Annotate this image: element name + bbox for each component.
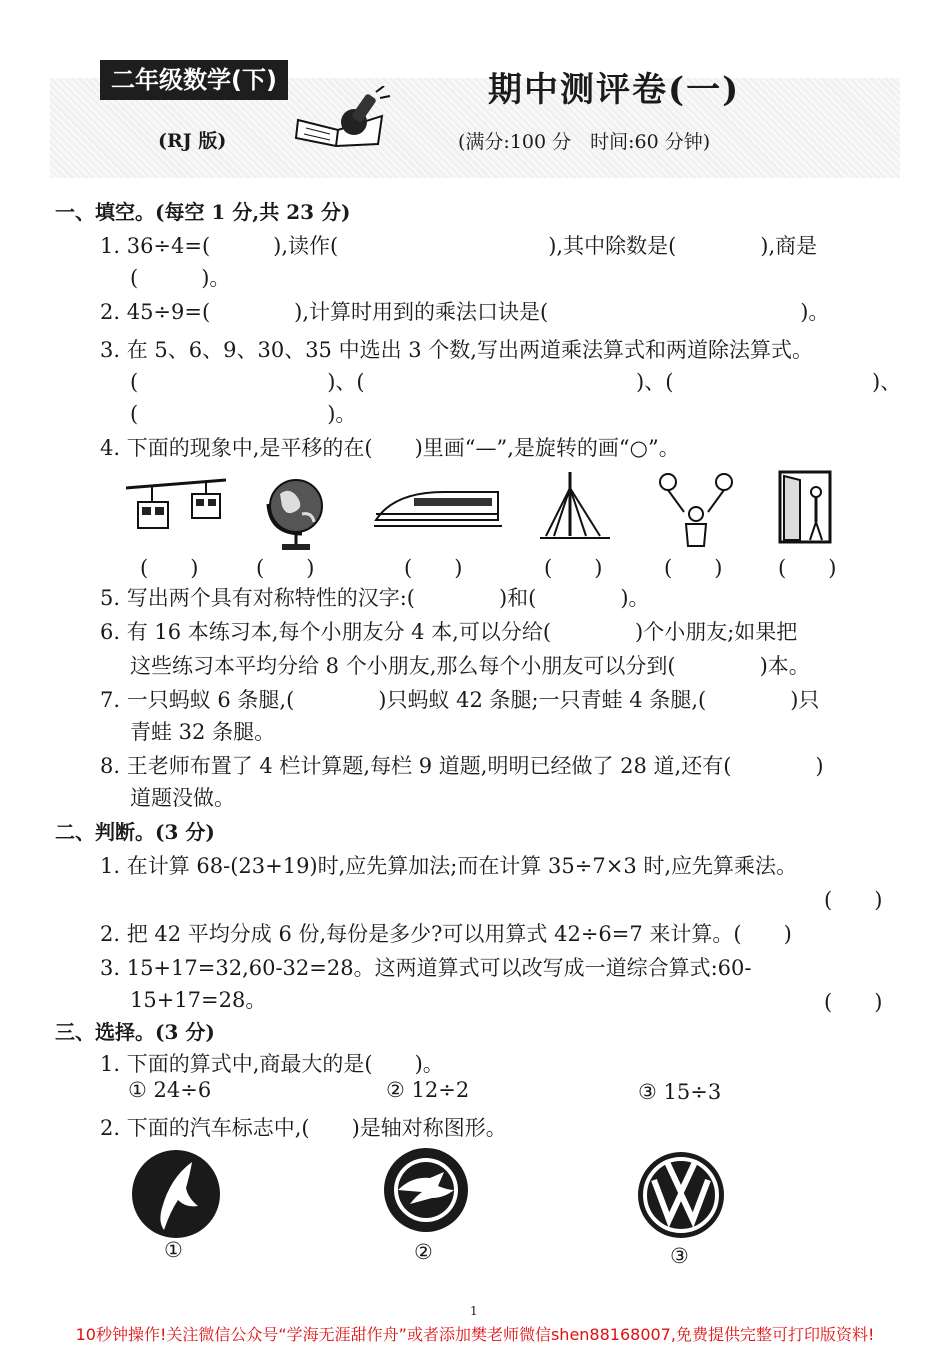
s1-q6-line2: 这些练习本平均分给 8 个小朋友,那么每个小朋友可以分到( )本。 [130, 654, 810, 678]
s2-q2: 2. 把 42 平均分成 6 份,每份是多少?可以用算式 42÷6=7 来计算。( ) [100, 922, 792, 946]
s3-q1-option-3: ③ 15÷3 [638, 1080, 722, 1104]
s2-q1-line1: 1. 在计算 68-(23+19)时,应先算加法;而在计算 35÷7×3 时,应先算乘法。 [100, 854, 798, 878]
s2-q3-line2: 15+17=28。 [130, 988, 267, 1012]
s1-q3-blank-1: ( )、( [130, 370, 365, 394]
car-logo-1-image [130, 1148, 222, 1240]
globe-image [262, 474, 332, 554]
s1-q3-blank-2: )、( [636, 370, 674, 394]
section-3-heading: 三、选择。(3 分) [55, 1020, 215, 1044]
s2-q3-answer-blank: ( ) [824, 990, 883, 1014]
s1-q7-line2: 青蛙 32 条腿。 [130, 720, 276, 744]
s3-q1-option-1: ① 24÷6 [128, 1078, 212, 1102]
s1-q4: 4. 下面的现象中,是平移的在( )里画“—”,是旋转的画“○”。 [100, 436, 680, 460]
s1-q1-line2: ( )。 [130, 266, 231, 290]
swing-ride-image [540, 470, 612, 542]
door-image [776, 470, 836, 544]
s1-q2: 2. 45÷9=( ),计算时用到的乘法口诀是( )。 [100, 300, 830, 324]
car-logo-3-label: ③ [670, 1244, 689, 1268]
s1-q5: 5. 写出两个具有对称特性的汉字:( )和( )。 [100, 586, 650, 610]
s1-q3-line1: 3. 在 5、6、9、30、35 中选出 3 个数,写出两道乘法算式和两道除法算式。 [100, 338, 813, 362]
q4-answer-blank-5: ( ) [664, 556, 723, 580]
cable-car-image [126, 476, 226, 546]
s1-q8-line1: 8. 王老师布置了 4 栏计算题,每栏 9 道题,明明已经做了 28 道,还有( ) [100, 754, 824, 778]
train-image [374, 486, 504, 530]
page-number: 1 [470, 1304, 478, 1318]
s3-q1: 1. 下面的算式中,商最大的是( )。 [100, 1052, 444, 1076]
grade-badge: 二年级数学(下) [100, 60, 288, 100]
page-title: 期中测评卷(一) [488, 70, 741, 110]
q4-answer-blank-6: ( ) [778, 556, 837, 580]
car-logo-2-label: ② [414, 1240, 433, 1264]
s1-q3-blank-3: )、 [872, 370, 902, 394]
s1-q3-line3: ( )。 [130, 402, 357, 426]
q4-answer-blank-1: ( ) [140, 556, 199, 580]
child-with-pinwheels-image [654, 470, 738, 548]
q4-answer-blank-4: ( ) [544, 556, 603, 580]
car-logo-1-label: ① [164, 1238, 183, 1262]
s1-q7-line1: 7. 一只蚂蚁 6 条腿,( )只蚂蚁 42 条腿;一只青蛙 4 条腿,( )只 [100, 688, 820, 712]
s2-q3-line1: 3. 15+17=32,60-32=28。这两道算式可以改写成一道综合算式:60- [100, 956, 752, 980]
footer-promo-text: 10秒钟操作!关注微信公众号“学海无涯甜作舟”或者添加樊老师微信shen88168007,免费提供完整可打印版资料! [75, 1325, 875, 1344]
s1-q1-line1: 1. 36÷4=( ),读作( ),其中除数是( ),商是 [100, 234, 818, 258]
book-magnifier-illustration [292, 86, 392, 148]
section-1-heading: 一、填空。(每空 1 分,共 23 分) [55, 200, 351, 224]
s1-q6-line1: 6. 有 16 本练习本,每个小朋友分 4 本,可以分给( )个小朋友;如果把 [100, 620, 798, 644]
s1-q8-line2: 道题没做。 [130, 786, 235, 810]
exam-meta: (满分:100 分 时间:60 分钟) [458, 131, 711, 153]
car-logo-3-image [636, 1150, 726, 1240]
s2-q1-answer-blank: ( ) [824, 888, 883, 912]
section-2-heading: 二、判断。(3 分) [55, 820, 215, 844]
s3-q2: 2. 下面的汽车标志中,( )是轴对称图形。 [100, 1116, 507, 1140]
edition-label: (RJ 版) [158, 130, 227, 152]
q4-answer-blank-2: ( ) [256, 556, 315, 580]
s3-q1-option-2: ② 12÷2 [386, 1078, 470, 1102]
car-logo-2-image [382, 1146, 470, 1234]
q4-answer-blank-3: ( ) [404, 556, 463, 580]
